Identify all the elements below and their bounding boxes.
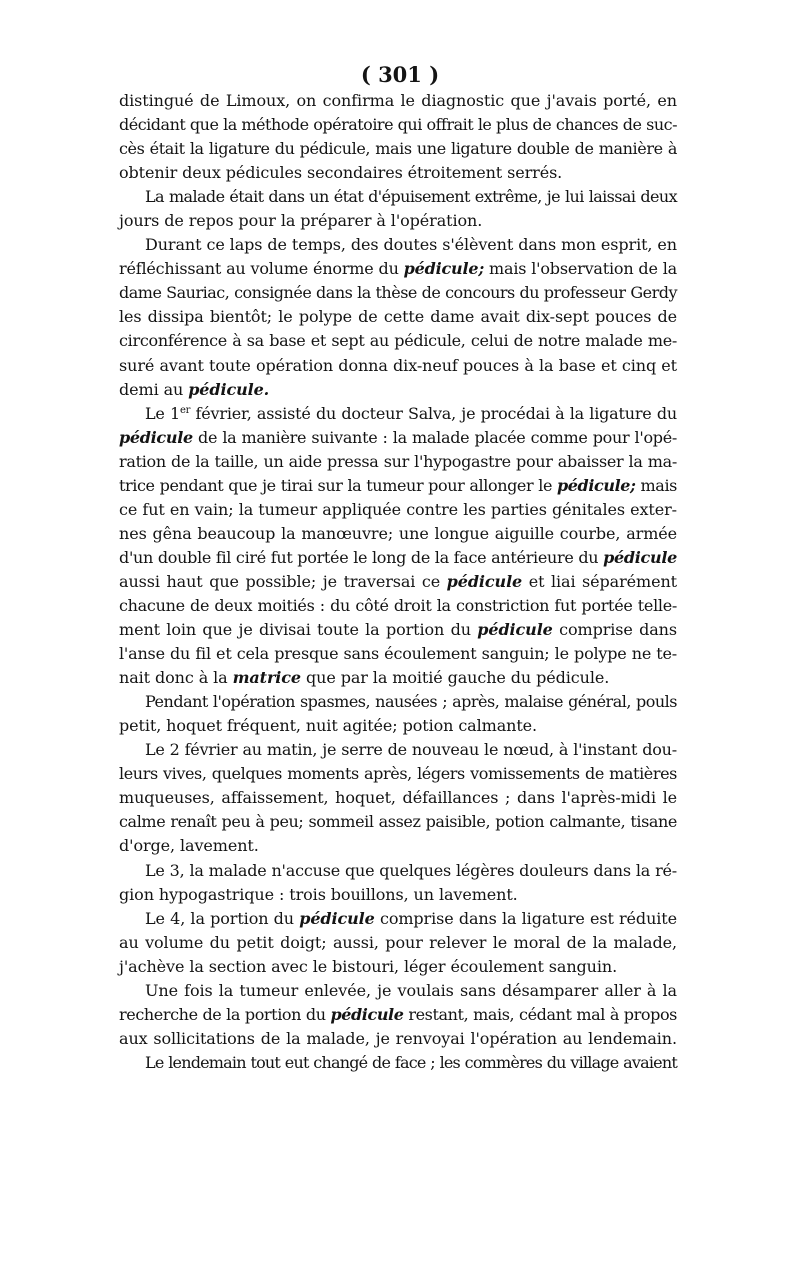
text-line-segment: La malade était dans un état d'épuisement extrême, je lui laissai deux [145,187,677,207]
text-line [119,738,677,762]
text-line-segment: aussi haut que possible; je traversai ce [119,571,447,591]
text-line-segment: suré avant toute opération donna dix-neuf pouces à la base et cinq et [119,355,677,375]
text-line [119,378,677,402]
italic-term: matrice [232,668,301,688]
text-line-segment: Pendant l'opération spasmes, nausées ; après, malaise général, pouls [145,692,677,712]
text-line-segment: l'anse du fil et cela presque sans écoulement sanguin; le polype ne te- [119,644,677,664]
text-line [119,786,677,810]
text-line [119,402,677,426]
text-line [119,1003,677,1027]
text-line [119,522,677,546]
text-line-segment: février, assisté du docteur Salva, je procédai à la ligature du [190,403,678,423]
text-line-segment: ment loin que je divisai toute la portion du [119,620,478,640]
text-line-segment: ce fut en vain; la tumeur appliquée contre les parties génitales exter- [119,499,677,519]
text-line-segment: muqueuses, affaissement, hoquet, défaillances ; dans l'après-midi le [119,788,677,808]
text-line-segment: d'orge, lavement. [119,836,259,856]
text-line [119,594,677,618]
text-line [119,714,677,738]
text-line-segment: obtenir deux pédicules secondaires étroitement serrés. [119,163,563,183]
text-line-segment: comprise dans [552,620,677,640]
text-line [119,690,677,714]
text-line-segment: demi au [119,379,189,399]
text-line-segment: mais [635,475,677,495]
text-line [119,546,677,570]
text-line-segment: Durant ce laps de temps, des doutes s'élèvent dans mon esprit, en [145,235,677,255]
text-line-segment: que par la moitié gauche du pédicule. [301,668,610,688]
text-line-segment: Le 1 [145,403,180,423]
text-line [119,1027,677,1051]
text-line-segment: recherche de la portion du [119,1004,331,1024]
italic-term: pédicule [603,547,677,567]
page-number-text: ( 301 ) [360,62,440,87]
text-line-segment: ration de la taille, un aide pressa sur l'hypogastre pour abaisser la ma- [119,451,677,471]
page-number [0,62,800,87]
text-line-segment: petit, hoquet fréquent, nuit agitée; potion calmante. [119,716,538,736]
italic-term: pédicule [446,571,523,591]
text-line [119,257,677,281]
text-line [119,1051,677,1075]
text-line-segment: mais l'observation de la [484,259,677,279]
text-line-segment: au volume du petit doigt; aussi, pour relever le moral de la malade, [119,932,677,952]
text-line-segment: comprise dans la ligature est réduite [374,908,677,928]
italic-term: pédicule [119,427,193,447]
italic-term: pédicule [299,908,375,928]
text-line [119,979,677,1003]
text-line [119,642,677,666]
italic-term: pédicule; [556,475,636,495]
text-line [119,762,677,786]
text-line [119,281,677,305]
text-line-segment: et liai séparément [522,571,677,591]
text-line-segment: trice pendant que je tirai sur la tumeur pour allonger le [119,475,557,495]
text-line [119,329,677,353]
body-text [119,89,677,1075]
text-line [119,810,677,834]
text-line-segment: calme renaît peu à peu; sommeil assez paisible, potion calmante, tisane [119,812,677,832]
text-line-segment: j'achève la section avec le bistouri, léger écoulement sanguin. [119,956,618,976]
text-line [119,354,677,378]
text-line [119,666,677,690]
text-line-segment: restant, mais, cédant mal à propos [403,1004,677,1024]
text-line [119,305,677,329]
text-line [119,883,677,907]
text-line [119,618,677,642]
italic-term: pédicule. [188,379,270,399]
text-line [119,859,677,883]
text-line-segment: Le 3, la malade n'accuse que quelques légères douleurs dans la ré- [145,860,677,880]
text-line-segment: distingué de Limoux, on confirma le diagnostic que j'avais porté, en [119,91,677,110]
text-line [119,137,677,161]
text-line-segment: jours de repos pour la préparer à l'opération. [119,211,483,231]
text-line [119,209,677,233]
text-line-segment: Le 2 février au matin, je serre de nouveau le nœud, à l'instant dou- [145,740,677,760]
text-line [119,834,677,858]
italic-term: pédicule; [403,259,485,279]
text-line [119,955,677,979]
text-line-segment: chacune de deux moitiés : du côté droit la constriction fut portée telle- [119,595,677,615]
italic-term: pédicule [477,620,553,640]
text-line [119,907,677,931]
text-line-segment: aux sollicitations de la malade, je renvoyai l'opération au lendemain. [119,1028,677,1048]
text-line-segment: nes gêna beaucoup la manœuvre; une longue aiguille courbe, armée [119,523,677,543]
text-line-segment: Le lendemain tout eut changé de face ; les commères du village avaient [145,1052,677,1072]
text-line-segment: nait donc à la [119,668,233,688]
text-line-segment: décidant que la méthode opératoire qui offrait le plus de chances de suc- [119,115,677,135]
text-line-segment: de la manière suivante : la malade placée comme pour l'opé- [192,427,677,447]
text-line-segment: cès était la ligature du pédicule, mais une ligature double de manière à [119,139,677,159]
text-line [119,233,677,257]
text-line-segment: leurs vives, quelques moments après, légers vomissements de matières [119,764,677,784]
text-line [119,474,677,498]
text-line [119,161,677,185]
text-line-segment: Le 4, la portion du [145,908,300,928]
text-line [119,450,677,474]
text-line [119,113,677,137]
text-line [119,89,677,113]
text-line [119,185,677,209]
text-line-segment: dame Sauriac, consignée dans la thèse de concours du professeur Gerdy [119,283,677,303]
text-line-segment: réfléchissant au volume énorme du [119,259,404,279]
text-line [119,498,677,522]
text-line-segment: gion hypogastrique : trois bouillons, un lavement. [119,884,518,904]
text-line-segment: les dissipa bientôt; le polype de cette dame avait dix-sept pouces de [119,307,677,327]
italic-term: pédicule [330,1004,404,1024]
superscript-ordinal: er [179,404,191,416]
text-line-segment: Une fois la tumeur enlevée, je voulais sans désamparer aller à la [145,980,677,1000]
text-line [119,570,677,594]
text-line-segment: circonférence à sa base et sept au pédicule, celui de notre malade me- [119,331,677,351]
text-line [119,931,677,955]
text-line [119,426,677,450]
text-line-segment: d'un double fil ciré fut portée le long de la face antérieure du [119,547,604,567]
